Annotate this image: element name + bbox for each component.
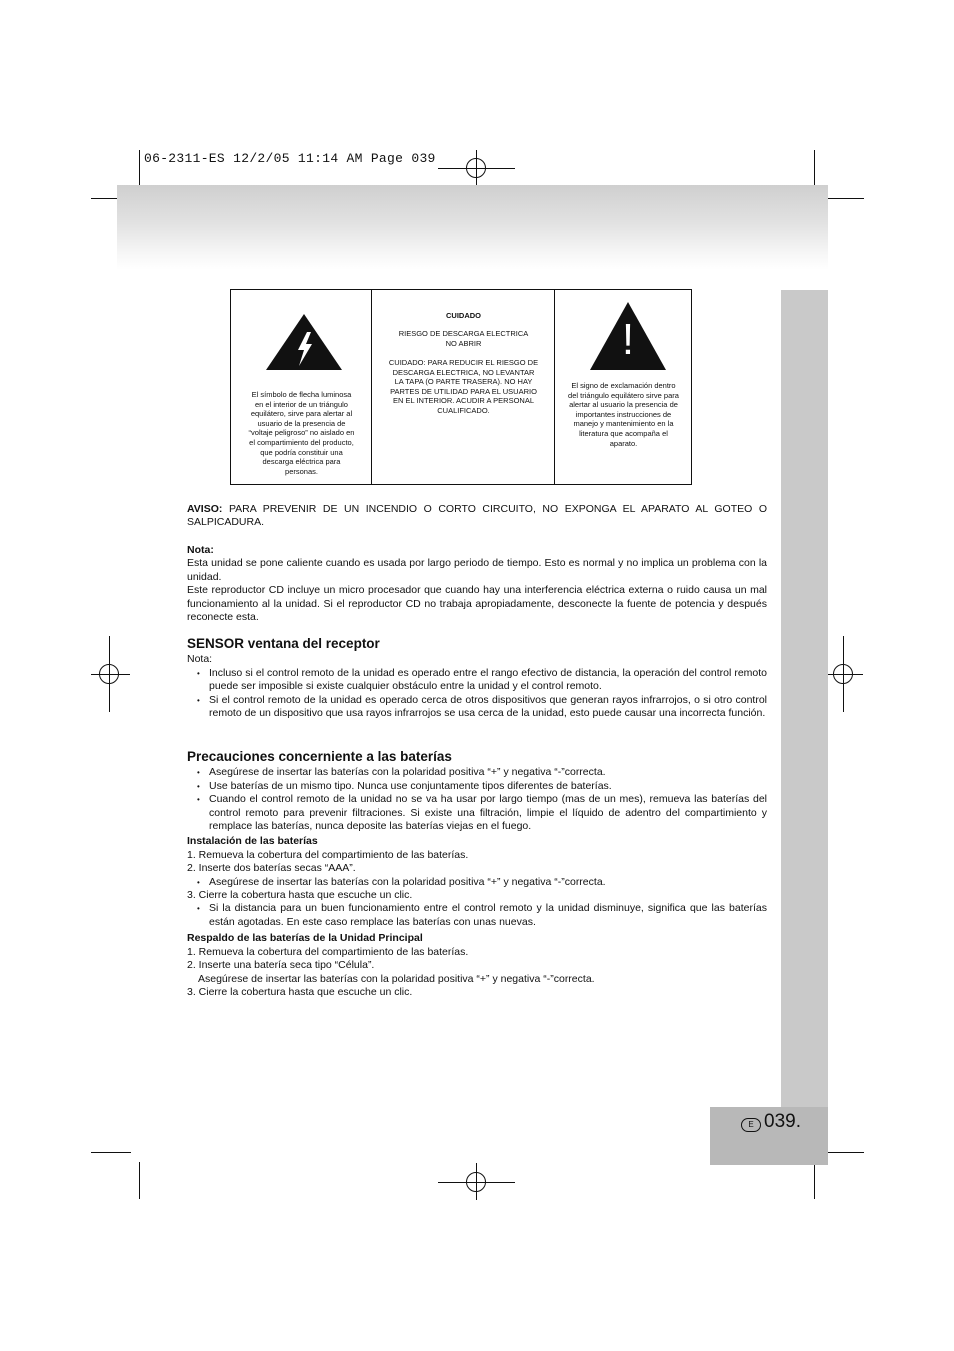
print-slug: 06-2311-ES 12/2/05 11:14 AM Page 039 — [144, 151, 436, 166]
nota-paragraph-2: Este reproductor CD incluye un micro procesador que cuando hay una interferencia eléctrica externa o ruido causa un mal funcionamiento al la unidad. Si el reproductor CD no trabaja apropiadamente, desconecte la fuente de potencia y después reconecte esta. — [187, 584, 767, 624]
baterias-heading: Precauciones concerniente a las baterías — [187, 749, 452, 764]
caution-line: RIESGO DE DESCARGA ELECTRICA — [398, 329, 529, 338]
sensor-heading: SENSOR ventana del receptor — [187, 636, 380, 651]
caution-line: LA TAPA (O PARTE TRASERA). NO HAY — [394, 377, 533, 387]
left-text-line: en el interior de un triángulo — [255, 399, 348, 409]
exclamation-triangle-icon — [588, 300, 668, 372]
right-text-line: El signo de exclamación dentro — [571, 381, 676, 390]
list-item: Asegúrese de insertar las baterías con la polaridad positiva “+” y negativa “-”correcta. — [198, 972, 595, 985]
list-item: • Incluso si el control remoto de la unidad es operado entre el rango efectivo de distancia, la operación del control remoto puede ser imposible si existe cualquier obstáculo entre la unidad y el control remoto. — [187, 667, 767, 694]
right-text-line: importantes instrucciones de — [575, 409, 672, 419]
exclamation-warning-cell — [555, 290, 692, 484]
left-text-line: el compartimiento del producto, — [249, 437, 354, 447]
left-text-line: que podría constituir una — [260, 447, 343, 457]
left-text-line: “voltaje peligroso” no aislado en — [248, 428, 355, 438]
respaldo-heading: Respaldo de las baterías de la Unidad Principal — [187, 932, 423, 945]
nota-paragraph-1: Esta unidad se pone caliente cuando es usada por largo periodo de tiempo. Esto es normal y no implica un problema con la unidad. — [187, 557, 767, 583]
list-item: • Si el control remoto de la unidad es operado cerca de otros dispositivos que generan rayos infrarrojos, o si otro control remoto de un dispositivo que usa rayos infrarrojos se usa cerca de la unidad, esto puede causar una incorrecta función. — [187, 694, 767, 721]
list-item: • Use baterías de un mismo tipo. Nunca use conjuntamente tipos diferentes de baterías. — [187, 780, 767, 793]
left-text-line: equilátero, sirve para alertar al — [250, 409, 353, 419]
aviso-section — [187, 503, 767, 530]
left-text-line: descarga eléctrica para — [262, 457, 341, 467]
caution-line: PARTES DE UTILIDAD PARA EL USUARIO — [390, 386, 537, 396]
instalacion-heading: Instalación de las baterías — [187, 835, 318, 848]
list-item: 2. Inserte dos baterías secas “AAA”. — [187, 862, 356, 875]
right-text-line: literatura que acompaña el — [579, 428, 668, 438]
page-number: 039. — [764, 1111, 801, 1132]
aviso-text: PARA PREVENIR DE UN INCENDIO O CORTO CIRCUITO, NO EXPONGA EL APARATO AL GOTEO O SALPICADURA. — [187, 503, 767, 529]
nota-section — [187, 544, 767, 624]
right-text-line: del triángulo equilátero sirve para — [568, 390, 679, 400]
list-item: 3. Cierre la cobertura hasta que escuche un clic. — [187, 985, 413, 998]
side-bar — [781, 290, 828, 1107]
caution-cell — [372, 290, 555, 484]
right-text-line: manejo y mantenimiento en la — [573, 419, 674, 429]
caution-line: NO ABRIR — [445, 338, 482, 348]
header-band — [117, 185, 828, 270]
lightning-warning-cell — [231, 290, 372, 484]
list-item: • Asegúrese de insertar las baterías con la polaridad positiva “+” y negativa “-”correcta. — [187, 766, 767, 779]
right-text-line: aparato. — [609, 438, 638, 448]
caution-line: DESCARGA ELECTRICA, NO LEVANTAR — [392, 367, 535, 377]
aviso-label: AVISO: — [187, 503, 223, 515]
language-badge: E — [741, 1118, 761, 1132]
list-item: 2. Inserte una batería seca tipo “Célula”. — [187, 959, 375, 972]
left-text-line: El símbolo de flecha luminosa — [251, 390, 352, 399]
list-item: • Asegúrese de insertar las baterías con la polaridad positiva “+” y negativa “-”correcta. — [187, 876, 767, 889]
list-item: • Cuando el control remoto de la unidad no se va ha usar por largo tiempo (mas de un mes), remueva las baterías del control remoto para prevenir filtraciones. Si existe una filtración, limpie el líquido de adentro del compartimiento y remplace las baterías, nunca deposite las baterías viejas en el fuego. — [187, 793, 767, 833]
caution-line: EN EL INTERIOR. ACUDIR A PERSONAL — [392, 396, 534, 406]
sensor-section — [187, 637, 767, 720]
caution-title: CUIDADO — [446, 311, 481, 320]
right-text-line: alertar al usuario la presencia de — [569, 400, 678, 410]
warning-box — [230, 289, 692, 485]
list-item: 1. Remueva la cobertura del compartimiento de las baterías. — [187, 945, 469, 958]
list-item: 3. Cierre la cobertura hasta que escuche un clic. — [187, 889, 413, 902]
sensor-nota-label: Nota: — [187, 653, 213, 666]
caution-line: CUIDADO: PARA REDUCIR EL RIESGO DE — [388, 358, 539, 367]
list-item: 1. Remueva la cobertura del compartimiento de las baterías. — [187, 848, 469, 861]
lightning-triangle-icon — [264, 312, 344, 372]
left-text-line: personas. — [285, 466, 318, 476]
baterias-section — [187, 750, 767, 999]
list-item: • Si la distancia para un buen funcionamiento entre el control remoto y la unidad disminuye, significa que las baterías están agotadas. En este caso remplace las baterías con unas nuevas. — [187, 902, 767, 929]
exclamation-mark: ! — [621, 315, 635, 364]
nota-label: Nota: — [187, 544, 214, 556]
caution-line: CUALIFICADO. — [437, 405, 490, 415]
page-number-tab — [710, 1107, 828, 1165]
left-text-line: usuario de la presencia de — [257, 418, 346, 428]
